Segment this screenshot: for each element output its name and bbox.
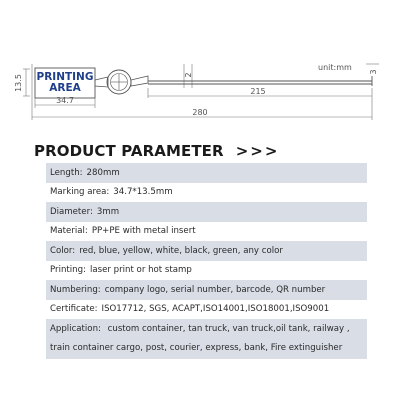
param-row-material xyxy=(46,222,367,242)
dim-print-width-label: 34.7 xyxy=(56,96,74,105)
param-label: Certificate: xyxy=(50,304,98,315)
printing-area-line2: AREA xyxy=(49,82,81,94)
section-heading xyxy=(34,141,279,161)
dim-total-label: 280 xyxy=(192,108,208,117)
dim-hole-label: 2 xyxy=(184,72,193,78)
param-value: 3mm xyxy=(96,206,120,217)
param-value-line2: train container cargo, post, courier, express, bank, Fire extinguisher xyxy=(50,343,343,353)
section-title: PRODUCT PARAMETER xyxy=(34,142,224,160)
param-value: custom container, tan truck, van truck,oil tank, railway , xyxy=(107,324,350,334)
dim-tail-label: 215 xyxy=(250,87,266,96)
param-label: Numbering: xyxy=(50,284,101,295)
param-label: Marking area: xyxy=(50,187,110,198)
param-row-application xyxy=(46,319,367,359)
section-arrows: >>> xyxy=(235,142,280,160)
param-value: 34.7*13.5mm xyxy=(113,187,173,198)
printing-area-line1: PRINTING xyxy=(36,71,94,83)
param-label: Application: xyxy=(50,324,101,334)
parameter-list xyxy=(46,163,367,359)
param-row-color xyxy=(46,241,367,261)
param-application-line1 xyxy=(50,320,350,339)
dim-end-label: 3 xyxy=(369,69,378,75)
param-value: company logo, serial number, barcode, QR number xyxy=(104,284,326,295)
param-label: Length: xyxy=(50,167,83,178)
param-value: red, blue, yellow, white, black, green, any color xyxy=(79,245,283,256)
unit-label: unit:mm xyxy=(318,63,352,72)
param-value: laser print or hot stamp xyxy=(89,265,192,276)
param-label: Color: xyxy=(50,245,76,256)
param-row-numbering xyxy=(46,280,367,300)
param-row-diameter xyxy=(46,202,367,222)
seal-dimension-diagram xyxy=(0,50,400,130)
param-row-printing xyxy=(46,261,367,281)
dim-height-label: 13.5 xyxy=(14,74,23,92)
param-row-length xyxy=(46,163,367,183)
param-value: ISO17712, SGS, ACAPT,ISO14001,ISO18001,ISO9001 xyxy=(101,304,330,315)
param-row-marking-area xyxy=(46,183,367,203)
param-value: PP+PE with metal insert xyxy=(91,226,196,237)
param-row-certificate xyxy=(46,300,367,320)
param-label: Material: xyxy=(50,226,88,237)
param-label: Diameter: xyxy=(50,206,93,217)
param-value: 280mm xyxy=(86,167,120,178)
param-label: Printing: xyxy=(50,265,86,276)
